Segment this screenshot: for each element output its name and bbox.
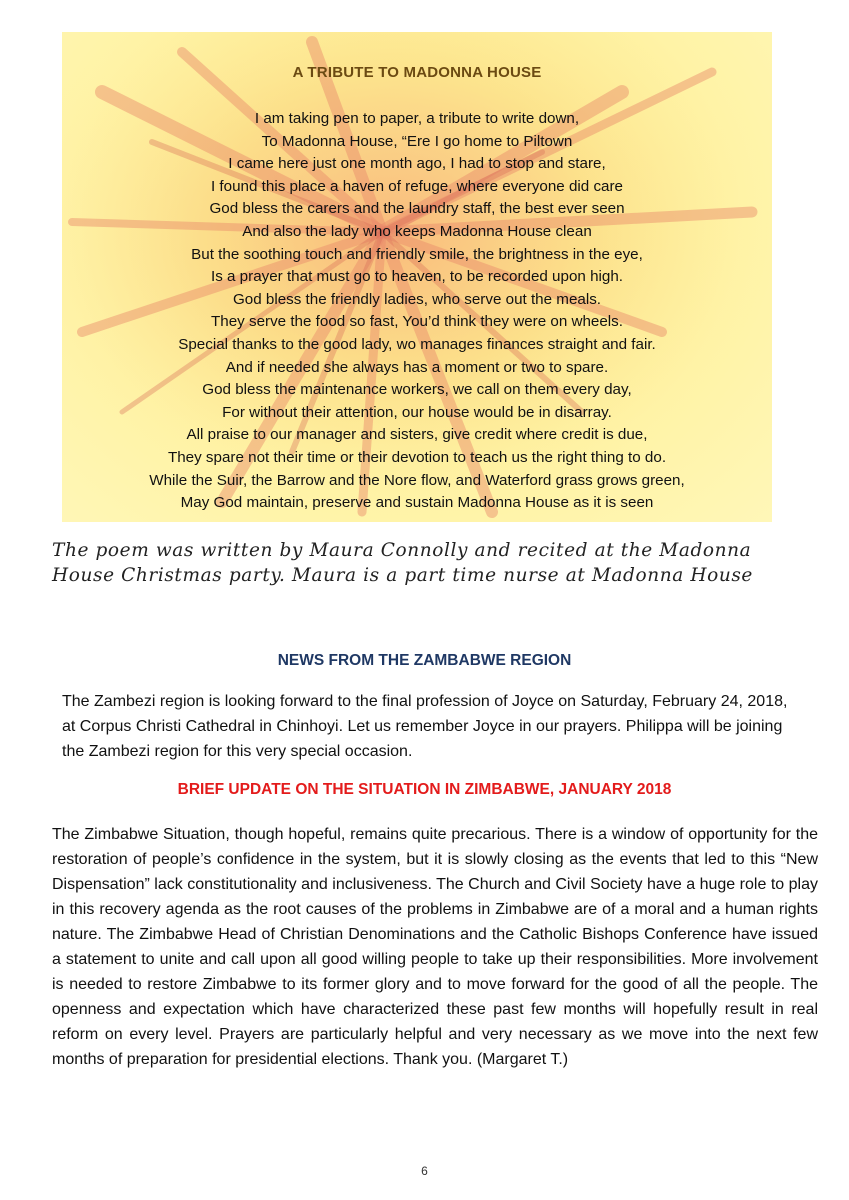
poem-lines <box>62 108 772 515</box>
update-paragraph: The Zimbabwe Situation, though hopeful, remains quite precarious. There is a window of opportunity for the restoration of people’s confidence in the system, but it is slowly closing as the events that led to this “New Dispensation” lack constitutionality and inclusiveness. The Church and Civil Society have a huge role to play in this recovery agenda as the root causes of the problems in Zimbabwe are of a moral and a human rights nature. The Zimbabwe Head of Christian Denominations and the Catholic Bishops Conference have issued a statement to unite and call upon all good willing people to take up their responsibilities. More involvement is needed to restore Zimbabwe to its former glory and to move forward for the good of all the people. The openness and expectation which have characterized these past few months will hopefully result in real reform on every level. Prayers are particularly helpful and very necessary as we move into the next few months of preparation for presidential elections. Thank you. (Margaret T.) <box>52 826 818 1068</box>
news-paragraph: The Zambezi region is looking forward to the final profession of Joyce on Saturday, February 24, 2018, at Corpus Christi Cathedral in Chinhoyi. Let us remember Joyce in our prayers. Philippa will be joining the Zambezi region for this very special occasion. <box>62 693 788 760</box>
news-heading: NEWS FROM THE ZAMBABWE REGION <box>277 652 572 669</box>
poem-line: God bless the friendly ladies, who serve out the meals. <box>232 290 602 308</box>
poem-title: A TRIBUTE TO MADONNA HOUSE <box>292 64 542 81</box>
poem-line: They serve the food so fast, You’d think they were on wheels. <box>211 313 623 331</box>
poem-line: Special thanks to the good lady, wo manages finances straight and fair. <box>178 335 656 353</box>
poem-line: May God maintain, preserve and sustain Madonna House as it is seen <box>180 494 654 512</box>
poem-line: They spare not their time or their devotion to teach us the right thing to do. <box>167 448 667 466</box>
poem-line: While the Suir, the Barrow and the Nore flow, and Waterford grass grows green, <box>149 471 685 489</box>
poem-line: I came here just one month ago, I had to stop and stare, <box>228 155 606 173</box>
poem-line: To Madonna House, “Ere I go home to Piltown <box>261 132 573 150</box>
poem-line: And also the lady who keeps Madonna House clean <box>242 222 592 240</box>
poem-line: God bless the maintenance workers, we call on them every day, <box>202 381 632 399</box>
poem-line: All praise to our manager and sisters, give credit where credit is due, <box>186 426 648 444</box>
poem-line: And if needed she always has a moment or two to spare. <box>225 358 609 376</box>
poem-line: Is a prayer that must go to heaven, to be recorded upon high. <box>210 268 623 286</box>
poem-line: For without their attention, our house would be in disarray. <box>222 403 612 421</box>
poem-line: But the soothing touch and friendly smile, the brightness in the eye, <box>191 245 643 263</box>
poem-caption: The poem was written by Maura Connolly and recited at the Madonna House Christmas party. Maura is a part time nurse at Madonna House <box>52 540 753 586</box>
update-heading: BRIEF UPDATE ON THE SITUATION IN ZIMBABWE, JANUARY 2018 <box>177 781 672 798</box>
poem-line: I am taking pen to paper, a tribute to write down, <box>254 110 580 127</box>
poem-background-panel <box>62 32 772 522</box>
poem-line: God bless the carers and the laundry staff, the best ever seen <box>209 200 625 218</box>
poem-line: I found this place a haven of refuge, where everyone did care <box>210 177 623 195</box>
page-number: 6 <box>421 1164 428 1178</box>
